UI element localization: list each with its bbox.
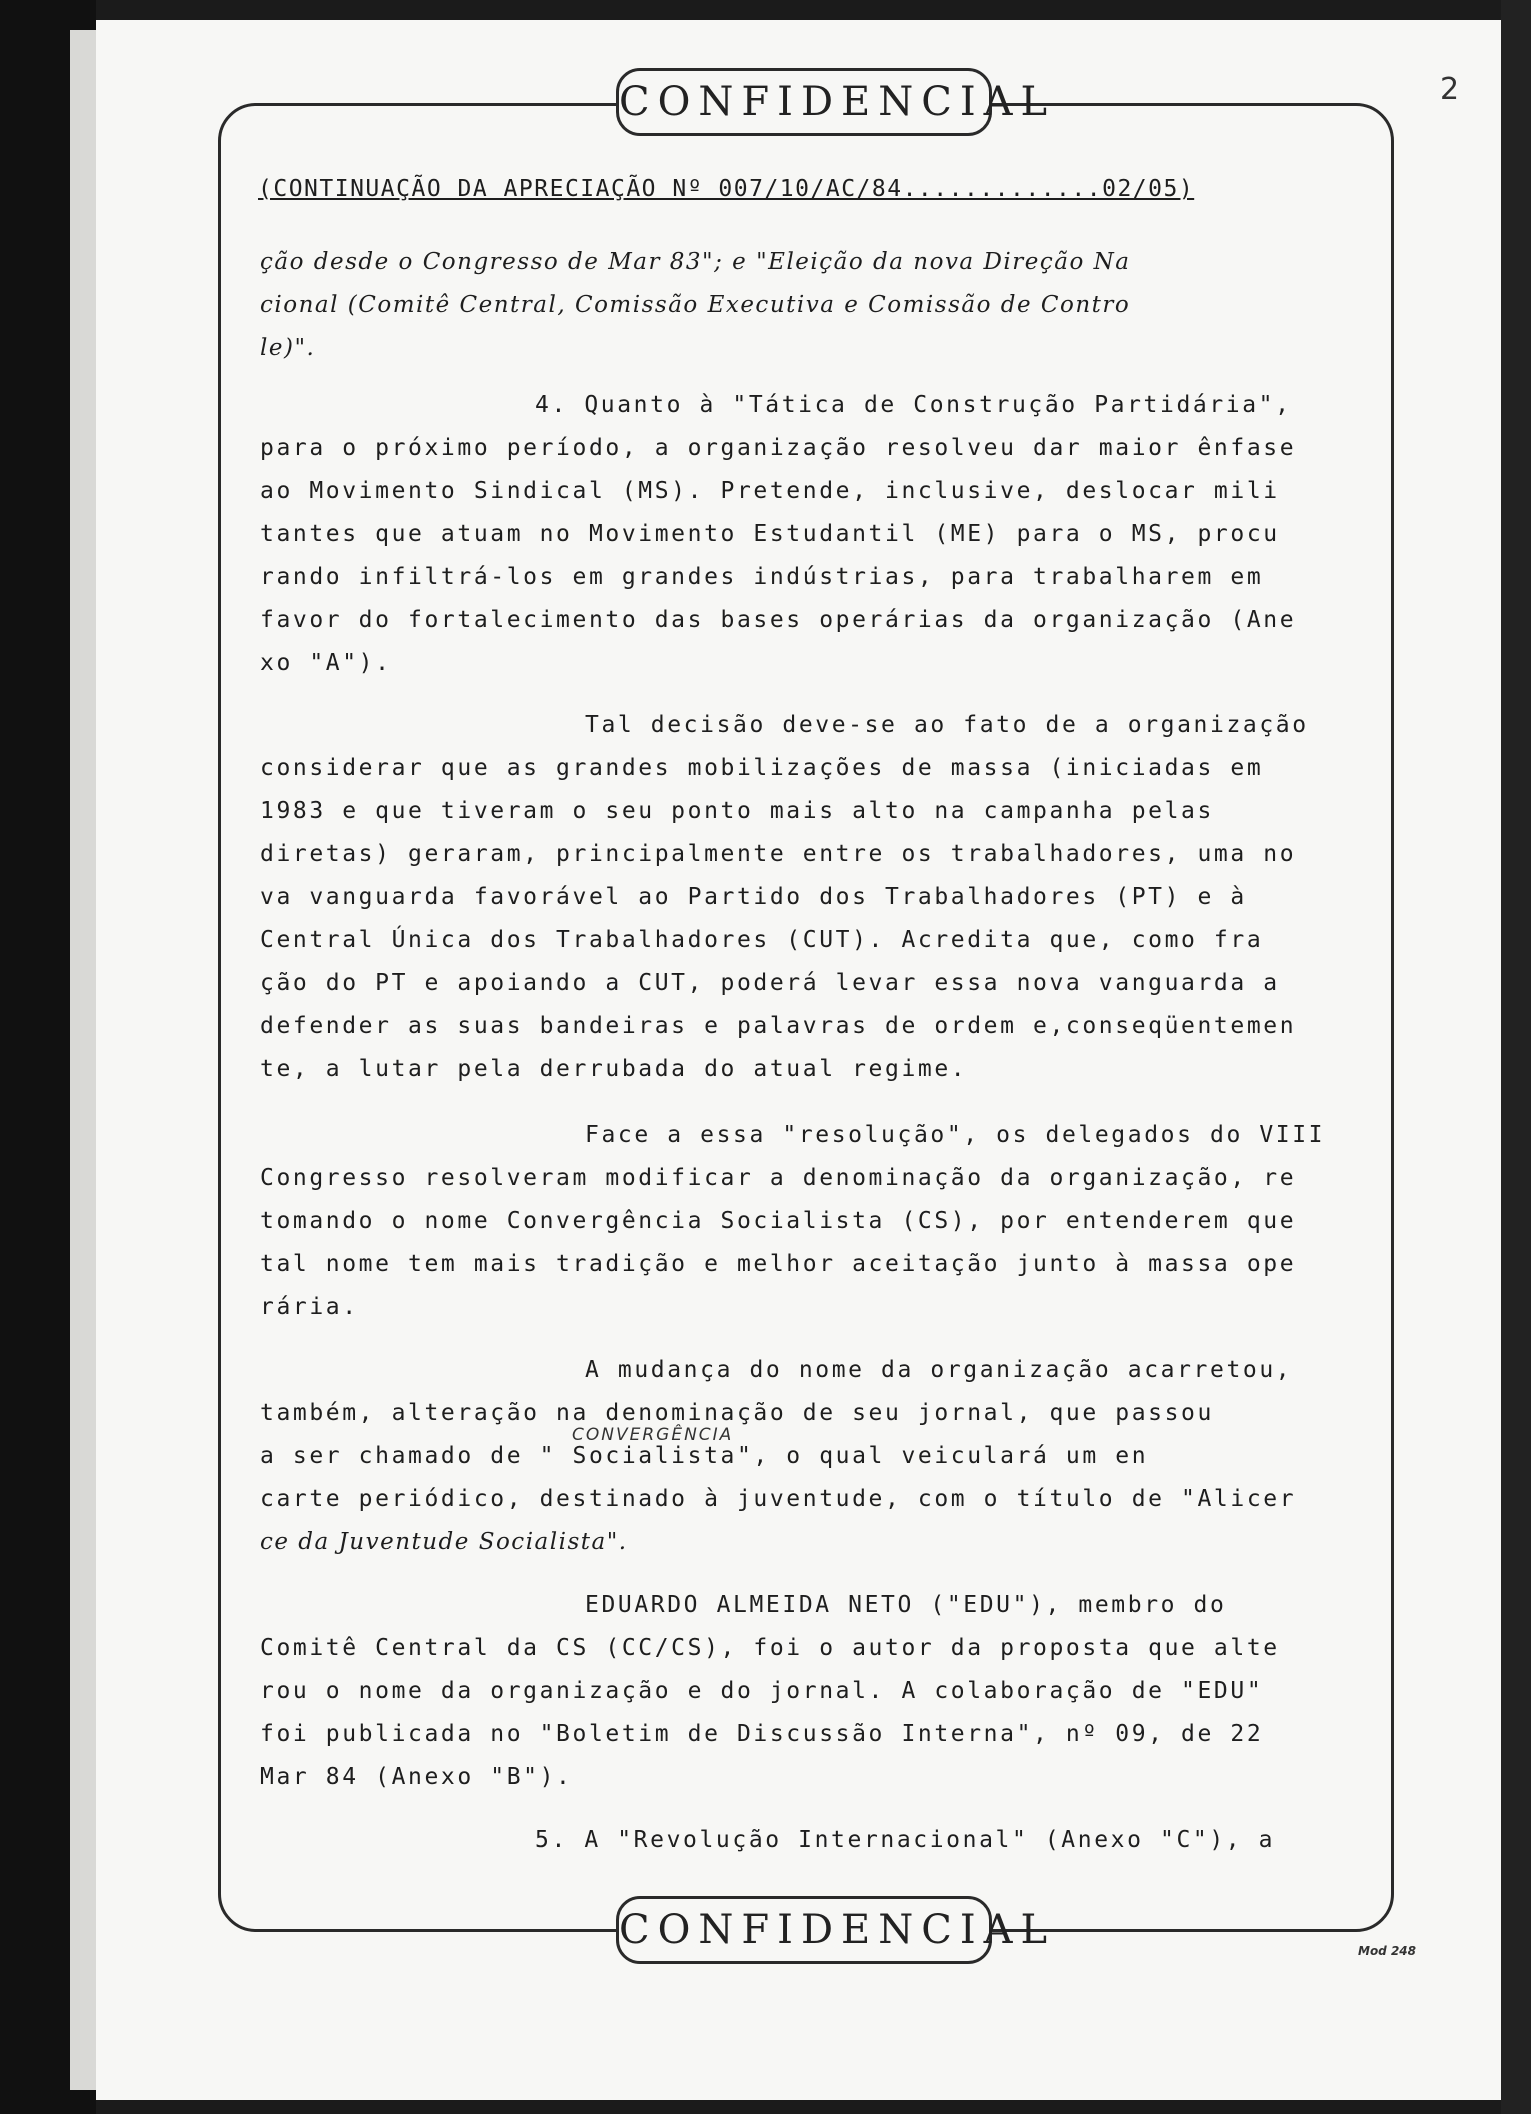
text-line: diretas) geraram, principalmente entre os trabalhadores, uma no	[260, 841, 1297, 867]
page-number: 2	[1440, 72, 1460, 107]
paragraph-start: Face a essa "resolução", os delegados do VIII	[585, 1122, 1326, 1148]
text-line: xo "A").	[260, 650, 392, 676]
text-line: a ser chamado de " Socialista", o qual veiculará um en	[260, 1443, 1149, 1469]
paragraph-start: EDUARDO ALMEIDA NETO ("EDU"), membro do	[585, 1592, 1227, 1618]
paragraph-start: Tal decisão deve-se ao fato de a organização	[585, 712, 1309, 738]
text-line: cional (Comitê Central, Comissão Executiva e Comissão de Contro	[260, 292, 1131, 318]
paragraph-5-start: 5. A "Revolução Internacional" (Anexo "C"), a	[535, 1827, 1276, 1853]
text-line: va vanguarda favorável ao Partido dos Trabalhadores (PT) e à	[260, 884, 1247, 910]
text-line: ção desde o Congresso de Mar 83"; e "Eleição da nova Direção Na	[260, 249, 1131, 275]
text-line: rou o nome da organização e do jornal. A colaboração de "EDU"	[260, 1678, 1264, 1704]
text-line: rária.	[260, 1294, 359, 1320]
text-line: tomando o nome Convergência Socialista (CS), por entenderem que	[260, 1208, 1297, 1234]
text-line: foi publicada no "Boletim de Discussão Interna", nº 09, de 22	[260, 1721, 1264, 1747]
paragraph-start: A mudança do nome da organização acarretou,	[585, 1357, 1293, 1383]
text-line: também, alteração na denominação de seu jornal, que passou	[260, 1400, 1214, 1426]
paper-edge	[70, 30, 96, 2090]
scan-right-margin	[1501, 0, 1531, 2114]
paragraph-4-start: 4. Quanto à "Tática de Construção Partidária",	[535, 392, 1292, 418]
form-model-mark: Mod 248	[1358, 1944, 1417, 1958]
text-line: Congresso resolveram modificar a denominação da organização, re	[260, 1165, 1297, 1191]
confidential-stamp-bottom: CONFIDENCIAL	[616, 1896, 992, 1964]
text-line: tantes que atuam no Movimento Estudantil (ME) para o MS, procu	[260, 521, 1280, 547]
text-line: Central Única dos Trabalhadores (CUT). Acredita que, como fra	[260, 927, 1264, 953]
scan-left-margin	[0, 0, 96, 2114]
text-line: para o próximo período, a organização resolveu dar maior ênfase	[260, 435, 1297, 461]
text-line: ce da Juventude Socialista".	[260, 1529, 628, 1555]
text-line: rando infiltrá-los em grandes indústrias, para trabalharem em	[260, 564, 1264, 590]
continuation-header: (CONTINUAÇÃO DA APRECIAÇÃO Nº 007/10/AC/84.............02/05)	[258, 176, 1195, 202]
handwritten-annotation: CONVERGÊNCIA	[572, 1425, 734, 1445]
text-line: carte periódico, destinado à juventude, com o título de "Alicer	[260, 1486, 1297, 1512]
text-line: 1983 e que tiveram o seu ponto mais alto na campanha pelas	[260, 798, 1214, 824]
text-line: ao Movimento Sindical (MS). Pretende, inclusive, deslocar mili	[260, 478, 1280, 504]
text-line: favor do fortalecimento das bases operárias da organização (Ane	[260, 607, 1297, 633]
confidential-stamp-top: CONFIDENCIAL	[616, 68, 992, 136]
text-line: ção do PT e apoiando a CUT, poderá levar essa nova vanguarda a	[260, 970, 1280, 996]
text-line: Comitê Central da CS (CC/CS), foi o autor da proposta que alte	[260, 1635, 1280, 1661]
text-line: tal nome tem mais tradição e melhor aceitação junto à massa ope	[260, 1251, 1297, 1277]
text-line: te, a lutar pela derrubada do atual regime.	[260, 1056, 968, 1082]
text-line: defender as suas bandeiras e palavras de ordem e,conseqüentemen	[260, 1013, 1297, 1039]
text-line: Mar 84 (Anexo "B").	[260, 1764, 573, 1790]
text-line: le)".	[260, 335, 316, 361]
text-line: considerar que as grandes mobilizações de massa (iniciadas em	[260, 755, 1264, 781]
